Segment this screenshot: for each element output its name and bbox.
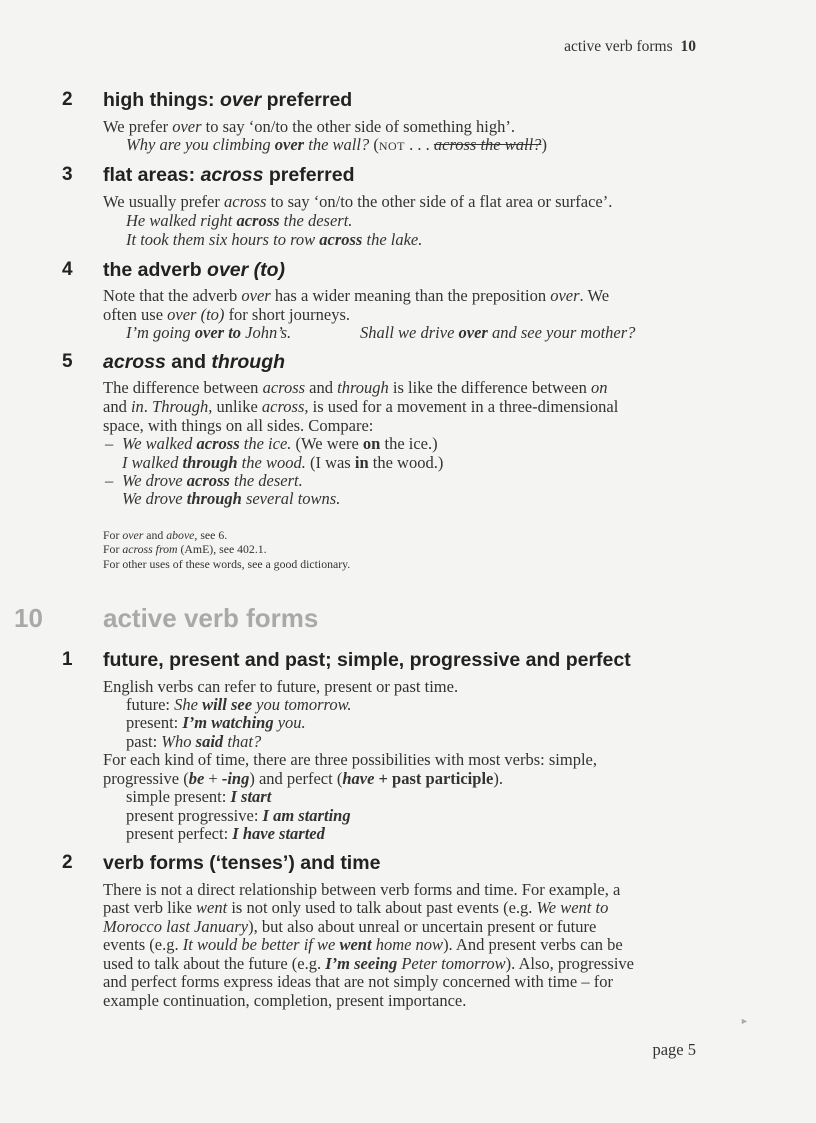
continue-arrow-icon: ► bbox=[740, 1016, 749, 1026]
section-number: 2 bbox=[62, 89, 73, 110]
example-line: I’m going over to John’s. bbox=[126, 323, 292, 342]
cross-reference: For over and above, see 6. bbox=[103, 528, 228, 542]
running-head-number: 10 bbox=[680, 38, 696, 55]
body-line: past verb like went is not only used to talk about past events (e.g. We went to bbox=[103, 898, 609, 917]
example-line: future: She will see you tomorrow. bbox=[126, 695, 352, 714]
body-line: progressive (be + -ing) and perfect (have + past participle). bbox=[103, 769, 503, 788]
body-line: There is not a direct relationship between verb forms and time. For example, a bbox=[103, 880, 621, 899]
list-dash: – bbox=[105, 471, 114, 490]
section-heading: verb forms (‘tenses’) and time bbox=[103, 852, 381, 874]
body-line: and perfect forms express ideas that are not simply concerned with time – for bbox=[103, 972, 613, 991]
struck-example: across the wall? bbox=[433, 135, 542, 154]
body-line: and in. Through, unlike across, is used for a movement in a three-dimensional bbox=[103, 397, 619, 416]
section-number: 1 bbox=[62, 649, 73, 670]
example-line: We drove across the desert. bbox=[122, 471, 303, 490]
body-line: The difference between across and through is like the difference between on bbox=[103, 378, 608, 397]
body-line: Note that the adverb over has a wider meaning than the preposition over. We bbox=[103, 286, 610, 305]
section-heading: the adverb over (to) bbox=[103, 259, 286, 281]
section-number: 5 bbox=[62, 351, 73, 372]
section-number: 3 bbox=[62, 164, 73, 185]
section-heading: high things: over preferred bbox=[103, 89, 353, 111]
running-head bbox=[564, 38, 696, 56]
body-line: English verbs can refer to future, present or past time. bbox=[103, 677, 459, 696]
example-line: past: Who said that? bbox=[126, 732, 262, 751]
body-line: space, with things on all sides. Compare: bbox=[103, 416, 374, 435]
body-line: For each kind of time, there are three possibilities with most verbs: simple, bbox=[103, 750, 597, 769]
example-line: It took them six hours to row across the lake. bbox=[126, 230, 423, 249]
example-line: present: I’m watching you. bbox=[126, 713, 306, 732]
section-heading: flat areas: across preferred bbox=[103, 164, 355, 186]
chapter-title: active verb forms bbox=[103, 603, 319, 633]
example-line: Shall we drive over and see your mother? bbox=[360, 323, 636, 342]
example-line: present progressive: I am starting bbox=[126, 806, 351, 825]
example-line: I walked through the wood. (I was in the wood.) bbox=[122, 453, 444, 472]
cross-reference: For other uses of these words, see a good dictionary. bbox=[103, 557, 351, 571]
page-number: page 5 bbox=[652, 1040, 696, 1059]
running-head-title: active verb forms bbox=[564, 38, 673, 55]
section-heading: future, present and past; simple, progressive and perfect bbox=[103, 649, 631, 671]
example-line: Why are you climbing over the wall? (NOT . . . across the wall?) bbox=[126, 135, 547, 154]
body-line: Morocco last January), but also about unreal or uncertain present or future bbox=[103, 917, 597, 936]
section-number: 4 bbox=[62, 259, 73, 280]
example-line: We walked across the ice. (We were on the ice.) bbox=[122, 434, 438, 453]
example-line: simple present: I start bbox=[126, 787, 272, 806]
section-heading: across and through bbox=[103, 351, 286, 373]
body-line: We prefer over to say ‘on/to the other side of something high’. bbox=[103, 117, 515, 136]
example-line: He walked right across the desert. bbox=[126, 211, 353, 230]
body-line: used to talk about the future (e.g. I’m seeing Peter tomorrow). Also, progressive bbox=[103, 954, 634, 973]
example-line: present perfect: I have started bbox=[126, 824, 325, 843]
section-number: 2 bbox=[62, 852, 73, 873]
body-line: We usually prefer across to say ‘on/to the other side of a flat area or surface’. bbox=[103, 192, 613, 211]
list-dash: – bbox=[105, 434, 114, 453]
chapter-number: 10 bbox=[14, 603, 43, 633]
body-line: events (e.g. It would be better if we went home now). And present verbs can be bbox=[103, 935, 623, 954]
cross-reference: For across from (AmE), see 402.1. bbox=[103, 542, 267, 556]
example-line: We drove through several towns. bbox=[122, 489, 341, 508]
body-line: example continuation, completion, present importance. bbox=[103, 991, 467, 1010]
body-line: often use over (to) for short journeys. bbox=[103, 305, 351, 324]
